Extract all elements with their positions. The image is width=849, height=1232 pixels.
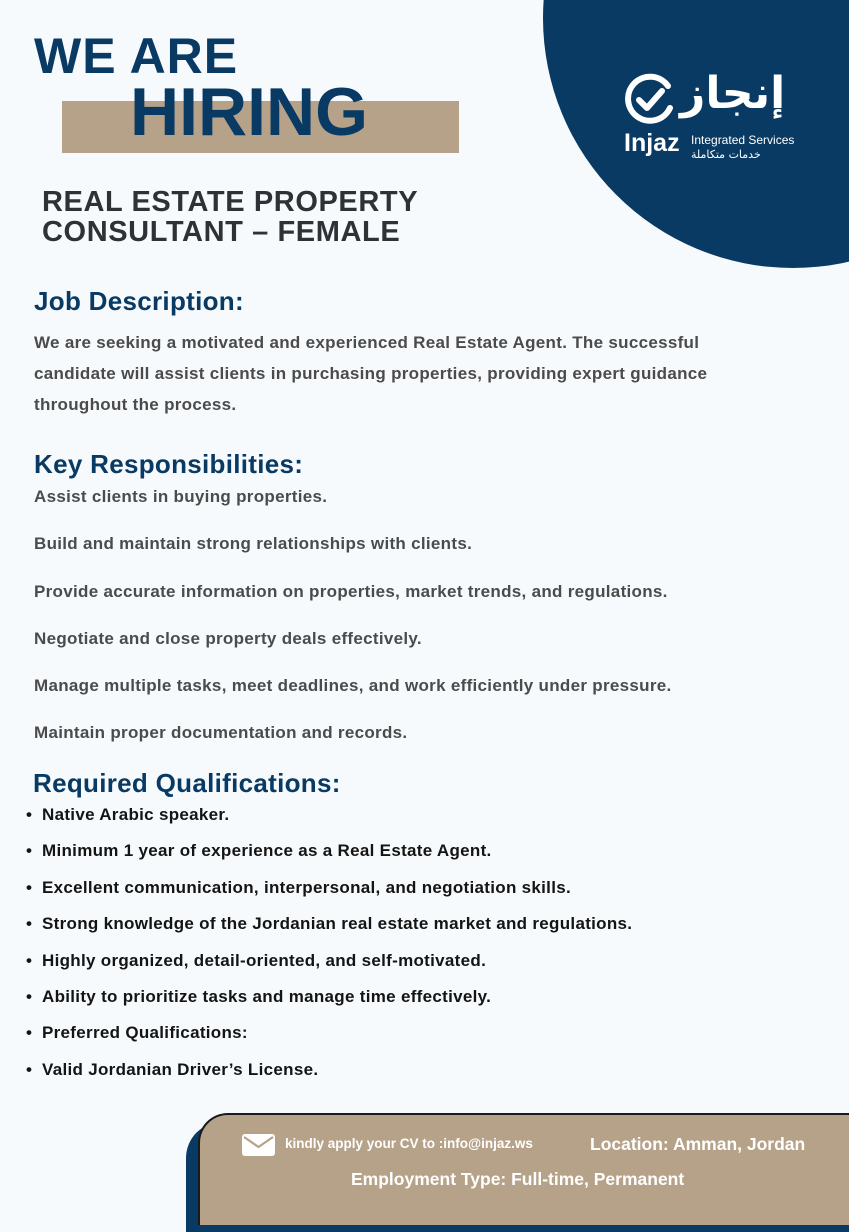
responsibility-item: Manage multiple tasks, meet deadlines, and work efficiently under pressure. [34, 676, 672, 696]
qualification-item: • Excellent communication, interpersonal, and negotiation skills. [26, 875, 632, 911]
qualification-item: • Native Arabic speaker. [26, 802, 632, 838]
bullet-icon: • [26, 805, 33, 824]
qualification-item: • Ability to prioritize tasks and manage time effectively. [26, 984, 632, 1020]
brand-name-arabic: إنجاز [680, 68, 786, 119]
job-description-text: We are seeking a motivated and experienced Real Estate Agent. The successful candidate will assist clients in purchasing properties, providing expert guidance throughout the process. [34, 333, 708, 414]
qualification-item: • Minimum 1 year of experience as a Real Estate Agent. [26, 838, 632, 874]
bullet-icon: • [26, 950, 33, 970]
qualification-item: • Highly organized, detail-oriented, and self-motivated. [26, 948, 632, 984]
job-title-line-1: REAL ESTATE PROPERTY [42, 186, 419, 218]
responsibilities-heading: Key Responsibilities: [34, 449, 304, 479]
qualification-item: • Preferred Qualifications: [26, 1020, 632, 1056]
bullet-icon: • [26, 877, 33, 897]
bullet-icon: • [26, 914, 33, 934]
responsibility-item: Assist clients in buying properties. [34, 487, 328, 506]
bullet-icon: • [26, 986, 33, 1006]
bullet-icon: • [26, 1059, 33, 1079]
qualification-item: • Valid Jordanian Driver’s License. [26, 1057, 632, 1093]
bullet-icon: • [26, 841, 33, 861]
apply-email-text[interactable]: kindly apply your CV to :info@injaz.ws [285, 1136, 533, 1151]
checkmark-circle-icon [622, 72, 678, 128]
qualifications-list [26, 802, 632, 1093]
responsibility-item: Negotiate and close property deals effectively. [34, 628, 422, 648]
responsibility-item: Provide accurate information on properties, market trends, and regulations. [34, 581, 668, 601]
job-title [42, 187, 418, 247]
qualification-item: • Strong knowledge of the Jordanian real estate market and regulations. [26, 911, 632, 947]
headline-we-are: WE ARE [34, 28, 239, 84]
responsibility-item: Maintain proper documentation and records. [34, 723, 408, 743]
employment-type-text: Employment Type: Full-time, Permanent [351, 1169, 685, 1189]
job-title-line-2: CONSULTANT – FEMALE [42, 216, 401, 248]
injaz-logo [618, 66, 818, 176]
headline-hiring: HIRING [130, 74, 368, 150]
responsibility-item: Build and maintain strong relationships with clients. [34, 534, 473, 554]
envelope-icon [241, 1133, 276, 1157]
bullet-icon: • [26, 1023, 33, 1043]
responsibilities-list [34, 484, 672, 768]
brand-tagline-arabic: خدمات متكاملة [691, 148, 761, 161]
brand-name-english: Injaz [624, 129, 680, 157]
brand-tagline: Integrated Services [691, 133, 795, 147]
location-text: Location: Amman, Jordan [590, 1134, 806, 1154]
qualifications-heading: Required Qualifications: [33, 768, 341, 798]
job-description-heading: Job Description: [34, 286, 244, 316]
